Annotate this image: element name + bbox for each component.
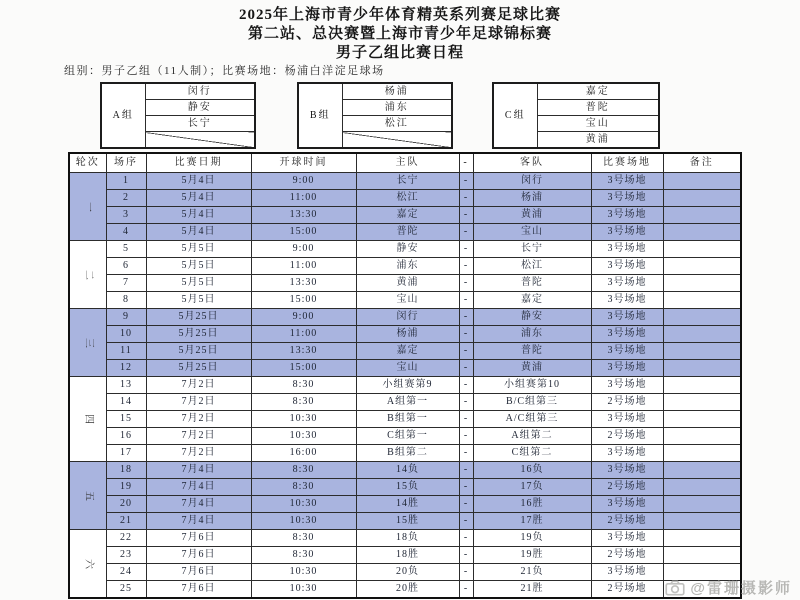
cell-separator: - <box>459 547 473 564</box>
cell-away-team: 长宁 <box>473 241 591 258</box>
group-team: 长宁 <box>145 116 255 132</box>
cell-time: 11:00 <box>251 258 356 275</box>
cell-home-team: 松江 <box>356 190 459 207</box>
cell-note <box>663 275 741 292</box>
col-header-round: 轮次 <box>69 153 106 173</box>
schedule-row <box>69 496 741 513</box>
cell-home-team: 宝山 <box>356 360 459 377</box>
cell-separator: - <box>459 207 473 224</box>
cell-away-team: 宝山 <box>473 224 591 241</box>
schedule-row <box>69 377 741 394</box>
cell-venue: 2号场地 <box>591 479 663 496</box>
schedule-row <box>69 173 741 190</box>
cell-date: 5月5日 <box>146 292 251 309</box>
round-cell <box>69 530 106 599</box>
cell-separator: - <box>459 581 473 599</box>
schedule-row <box>69 343 741 360</box>
cell-match-no: 5 <box>106 241 146 258</box>
cell-away-team: 19胜 <box>473 547 591 564</box>
cell-separator: - <box>459 224 473 241</box>
cell-time: 10:30 <box>251 513 356 530</box>
cell-home-team: B组第二 <box>356 445 459 462</box>
cell-away-team: 黄浦 <box>473 360 591 377</box>
col-header-match-no: 场序 <box>106 153 146 173</box>
cell-venue: 3号场地 <box>591 224 663 241</box>
schedule-row <box>69 428 741 445</box>
round-cell <box>69 462 106 530</box>
schedule-row <box>69 547 741 564</box>
cell-venue: 3号场地 <box>591 377 663 394</box>
cell-note <box>663 462 741 479</box>
schedule-row <box>69 241 741 258</box>
cell-venue: 2号场地 <box>591 394 663 411</box>
schedule-table <box>68 152 742 599</box>
cell-time: 10:30 <box>251 496 356 513</box>
cell-venue: 2号场地 <box>591 581 663 599</box>
cell-note <box>663 547 741 564</box>
cell-match-no: 16 <box>106 428 146 445</box>
cell-home-team: 15负 <box>356 479 459 496</box>
cell-venue: 3号场地 <box>591 309 663 326</box>
cell-date: 7月6日 <box>146 547 251 564</box>
cell-date: 7月2日 <box>146 428 251 445</box>
cell-match-no: 9 <box>106 309 146 326</box>
cell-date: 5月25日 <box>146 360 251 377</box>
cell-note <box>663 292 741 309</box>
cell-note <box>663 258 741 275</box>
cell-separator: - <box>459 496 473 513</box>
schedule-row <box>69 309 741 326</box>
cell-home-team: 15胜 <box>356 513 459 530</box>
cell-home-team: 浦东 <box>356 258 459 275</box>
cell-venue: 3号场地 <box>591 190 663 207</box>
cell-separator: - <box>459 530 473 547</box>
cell-home-team: A组第一 <box>356 394 459 411</box>
cell-note <box>663 496 741 513</box>
schedule-row <box>69 258 741 275</box>
group-team: 普陀 <box>537 100 659 116</box>
cell-note <box>663 173 741 190</box>
cell-venue: 3号场地 <box>591 258 663 275</box>
cell-separator: - <box>459 377 473 394</box>
round-label: 五 <box>82 490 94 501</box>
group-team: 杨浦 <box>342 83 452 100</box>
cell-separator: - <box>459 190 473 207</box>
cell-venue: 2号场地 <box>591 428 663 445</box>
group-label: B组 <box>298 83 342 148</box>
cell-away-team: 16胜 <box>473 496 591 513</box>
cell-home-team: 14胜 <box>356 496 459 513</box>
cell-away-team: A/C组第三 <box>473 411 591 428</box>
cell-match-no: 19 <box>106 479 146 496</box>
cell-venue: 3号场地 <box>591 173 663 190</box>
cell-home-team: 18胜 <box>356 547 459 564</box>
cell-venue: 3号场地 <box>591 462 663 479</box>
schedule-row <box>69 394 741 411</box>
cell-date: 7月4日 <box>146 513 251 530</box>
cell-away-team: 19负 <box>473 530 591 547</box>
cell-date: 5月25日 <box>146 326 251 343</box>
cell-note <box>663 241 741 258</box>
cell-note <box>663 190 741 207</box>
cell-separator: - <box>459 428 473 445</box>
schedule-body <box>69 173 741 599</box>
cell-separator: - <box>459 275 473 292</box>
cell-home-team: C组第一 <box>356 428 459 445</box>
schedule-row <box>69 581 741 599</box>
cell-home-team: 宝山 <box>356 292 459 309</box>
round-cell <box>69 309 106 377</box>
cell-time: 10:30 <box>251 564 356 581</box>
schedule-row <box>69 292 741 309</box>
cell-separator: - <box>459 445 473 462</box>
cell-match-no: 6 <box>106 258 146 275</box>
cell-time: 16:00 <box>251 445 356 462</box>
col-header-date: 比赛日期 <box>146 153 251 173</box>
schedule-row <box>69 564 741 581</box>
cell-away-team: 黄浦 <box>473 207 591 224</box>
cell-date: 5月5日 <box>146 258 251 275</box>
cell-note <box>663 479 741 496</box>
group-table-b <box>297 82 453 149</box>
cell-separator: - <box>459 292 473 309</box>
cell-home-team: 14负 <box>356 462 459 479</box>
cell-date: 5月4日 <box>146 207 251 224</box>
cell-home-team: 18负 <box>356 530 459 547</box>
cell-time: 10:30 <box>251 581 356 599</box>
round-label: 四 <box>82 414 94 424</box>
cell-away-team: 21负 <box>473 564 591 581</box>
round-cell <box>69 173 106 241</box>
cell-match-no: 8 <box>106 292 146 309</box>
cell-match-no: 13 <box>106 377 146 394</box>
cell-separator: - <box>459 513 473 530</box>
cell-time: 11:00 <box>251 326 356 343</box>
cell-away-team: 闵行 <box>473 173 591 190</box>
cell-venue: 3号场地 <box>591 343 663 360</box>
schedule-row <box>69 530 741 547</box>
cell-date: 7月2日 <box>146 411 251 428</box>
schedule-row <box>69 513 741 530</box>
cell-venue: 3号场地 <box>591 292 663 309</box>
cell-date: 7月2日 <box>146 377 251 394</box>
cell-venue: 3号场地 <box>591 564 663 581</box>
cell-venue: 3号场地 <box>591 496 663 513</box>
cell-time: 13:30 <box>251 275 356 292</box>
schedule-row <box>69 360 741 377</box>
cell-date: 7月4日 <box>146 496 251 513</box>
cell-note <box>663 513 741 530</box>
cell-time: 8:30 <box>251 479 356 496</box>
group-team: 黄浦 <box>537 132 659 149</box>
cell-venue: 3号场地 <box>591 326 663 343</box>
cell-home-team: 20负 <box>356 564 459 581</box>
schedule-row <box>69 190 741 207</box>
cell-separator: - <box>459 360 473 377</box>
cell-time: 11:00 <box>251 190 356 207</box>
cell-home-team: 20胜 <box>356 581 459 599</box>
cell-separator: - <box>459 343 473 360</box>
watermark-text: @雷珊摄影师 <box>690 580 792 597</box>
cell-home-team: 静安 <box>356 241 459 258</box>
cell-date: 5月4日 <box>146 173 251 190</box>
title-line-1: 2025年上海市青少年体育精英系列赛足球比赛 <box>238 7 561 23</box>
schedule-row <box>69 275 741 292</box>
cell-away-team: 普陀 <box>473 343 591 360</box>
cell-venue: 3号场地 <box>591 275 663 292</box>
cell-time: 15:00 <box>251 292 356 309</box>
round-cell <box>69 241 106 309</box>
cell-date: 7月4日 <box>146 462 251 479</box>
group-team: 松江 <box>342 116 452 132</box>
col-header-separator: - <box>459 153 473 173</box>
cell-match-no: 7 <box>106 275 146 292</box>
cell-venue: 3号场地 <box>591 241 663 258</box>
cell-time: 8:30 <box>251 394 356 411</box>
cell-home-team: 小组赛第9 <box>356 377 459 394</box>
title-line-3: 男子乙组比赛日程 <box>335 45 464 61</box>
cell-match-no: 11 <box>106 343 146 360</box>
cell-time: 8:30 <box>251 462 356 479</box>
cell-time: 8:30 <box>251 377 356 394</box>
col-header-venue: 比赛场地 <box>591 153 663 173</box>
cell-separator: - <box>459 564 473 581</box>
cell-venue: 3号场地 <box>591 530 663 547</box>
cell-separator: - <box>459 411 473 428</box>
cell-note <box>663 224 741 241</box>
cell-date: 5月25日 <box>146 343 251 360</box>
cell-home-team: B组第一 <box>356 411 459 428</box>
cell-separator: - <box>459 173 473 190</box>
cell-away-team: 嘉定 <box>473 292 591 309</box>
cell-match-no: 12 <box>106 360 146 377</box>
cell-note <box>663 309 741 326</box>
cell-home-team: 嘉定 <box>356 207 459 224</box>
cell-home-team: 嘉定 <box>356 343 459 360</box>
cell-note <box>663 207 741 224</box>
group-empty-cell <box>145 132 255 149</box>
cell-venue: 2号场地 <box>591 513 663 530</box>
cell-note <box>663 377 741 394</box>
cell-venue: 2号场地 <box>591 547 663 564</box>
cell-away-team: C组第二 <box>473 445 591 462</box>
cell-home-team: 闵行 <box>356 309 459 326</box>
cell-note <box>663 360 741 377</box>
group-empty-cell <box>342 132 452 149</box>
cell-date: 7月2日 <box>146 394 251 411</box>
cell-note <box>663 411 741 428</box>
schedule-row <box>69 445 741 462</box>
cell-away-team: A组第二 <box>473 428 591 445</box>
cell-time: 15:00 <box>251 360 356 377</box>
schedule-row <box>69 411 741 428</box>
cell-date: 7月6日 <box>146 581 251 599</box>
cell-separator: - <box>459 479 473 496</box>
cell-venue: 3号场地 <box>591 445 663 462</box>
group-table-c <box>492 82 660 149</box>
document-header <box>0 6 800 63</box>
cell-time: 9:00 <box>251 309 356 326</box>
cell-time: 10:30 <box>251 411 356 428</box>
group-team: 嘉定 <box>537 83 659 100</box>
cell-venue: 3号场地 <box>591 207 663 224</box>
cell-date: 7月4日 <box>146 479 251 496</box>
group-label: C组 <box>493 83 537 148</box>
camera-icon <box>665 580 685 596</box>
cell-note <box>663 326 741 343</box>
group-team: 浦东 <box>342 100 452 116</box>
group-team: 静安 <box>145 100 255 116</box>
cell-match-no: 15 <box>106 411 146 428</box>
group-and-venue-info: 组别：男子乙组（11人制）；比赛场地：杨浦白洋淀足球场 <box>64 65 385 77</box>
cell-note <box>663 394 741 411</box>
round-label: 六 <box>82 558 94 569</box>
cell-time: 10:30 <box>251 428 356 445</box>
cell-home-team: 黄浦 <box>356 275 459 292</box>
cell-match-no: 14 <box>106 394 146 411</box>
round-label: 一 <box>82 201 94 212</box>
cell-away-team: B/C组第三 <box>473 394 591 411</box>
cell-away-team: 21胜 <box>473 581 591 599</box>
round-label: 二 <box>82 269 94 280</box>
cell-note <box>663 428 741 445</box>
cell-match-no: 10 <box>106 326 146 343</box>
round-label: 三 <box>82 337 94 348</box>
cell-away-team: 杨浦 <box>473 190 591 207</box>
cell-away-team: 松江 <box>473 258 591 275</box>
schedule-row <box>69 462 741 479</box>
schedule-row <box>69 479 741 496</box>
cell-time: 13:30 <box>251 207 356 224</box>
cell-separator: - <box>459 462 473 479</box>
cell-separator: - <box>459 309 473 326</box>
cell-match-no: 25 <box>106 581 146 599</box>
cell-separator: - <box>459 394 473 411</box>
cell-away-team: 小组赛第10 <box>473 377 591 394</box>
cell-time: 8:30 <box>251 547 356 564</box>
title-line-2: 第二站、总决赛暨上海市青少年足球锦标赛 <box>247 26 552 42</box>
group-table-a <box>100 82 256 149</box>
schedule-row <box>69 207 741 224</box>
schedule-row <box>69 224 741 241</box>
cell-separator: - <box>459 241 473 258</box>
group-team: 闵行 <box>145 83 255 100</box>
cell-date: 5月25日 <box>146 309 251 326</box>
cell-date: 7月2日 <box>146 445 251 462</box>
group-team: 宝山 <box>537 116 659 132</box>
cell-time: 8:30 <box>251 530 356 547</box>
cell-venue: 3号场地 <box>591 360 663 377</box>
col-header-home: 主队 <box>356 153 459 173</box>
cell-home-team: 杨浦 <box>356 326 459 343</box>
cell-match-no: 23 <box>106 547 146 564</box>
cell-match-no: 1 <box>106 173 146 190</box>
cell-away-team: 静安 <box>473 309 591 326</box>
cell-date: 5月5日 <box>146 241 251 258</box>
cell-time: 15:00 <box>251 224 356 241</box>
watermark <box>665 577 792 598</box>
cell-date: 5月4日 <box>146 224 251 241</box>
cell-match-no: 2 <box>106 190 146 207</box>
col-header-away: 客队 <box>473 153 591 173</box>
col-header-time: 开球时间 <box>251 153 356 173</box>
cell-home-team: 长宁 <box>356 173 459 190</box>
cell-note <box>663 445 741 462</box>
cell-match-no: 20 <box>106 496 146 513</box>
cell-match-no: 18 <box>106 462 146 479</box>
cell-match-no: 4 <box>106 224 146 241</box>
cell-match-no: 21 <box>106 513 146 530</box>
cell-home-team: 普陀 <box>356 224 459 241</box>
cell-away-team: 浦东 <box>473 326 591 343</box>
cell-away-team: 普陀 <box>473 275 591 292</box>
cell-time: 9:00 <box>251 173 356 190</box>
cell-away-team: 17负 <box>473 479 591 496</box>
cell-separator: - <box>459 258 473 275</box>
cell-match-no: 24 <box>106 564 146 581</box>
group-label: A组 <box>101 83 145 148</box>
schedule-header-row <box>69 153 741 173</box>
cell-match-no: 22 <box>106 530 146 547</box>
col-header-note: 备注 <box>663 153 741 173</box>
cell-date: 5月5日 <box>146 275 251 292</box>
cell-separator: - <box>459 326 473 343</box>
cell-match-no: 3 <box>106 207 146 224</box>
cell-match-no: 17 <box>106 445 146 462</box>
cell-date: 5月4日 <box>146 190 251 207</box>
cell-date: 7月6日 <box>146 530 251 547</box>
cell-note <box>663 530 741 547</box>
cell-away-team: 16负 <box>473 462 591 479</box>
cell-venue: 3号场地 <box>591 411 663 428</box>
cell-time: 9:00 <box>251 241 356 258</box>
cell-away-team: 17胜 <box>473 513 591 530</box>
schedule-row <box>69 326 741 343</box>
cell-note <box>663 343 741 360</box>
cell-date: 7月6日 <box>146 564 251 581</box>
cell-time: 13:30 <box>251 343 356 360</box>
round-cell <box>69 377 106 462</box>
